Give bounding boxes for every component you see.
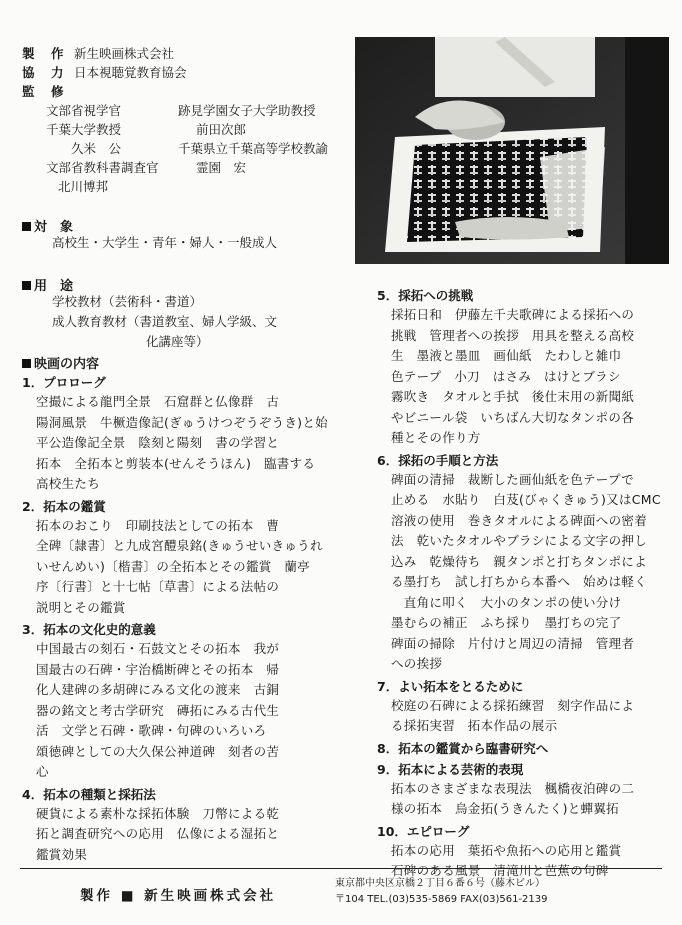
supervisor-title-3: 千葉大学教授 [46, 122, 122, 137]
section-title: 4．拓本の種類と採拓法 [22, 786, 156, 802]
content-heading: 映画の内容 [22, 353, 99, 372]
usage-heading: 用 途 [22, 275, 73, 294]
supervision-row [22, 82, 352, 101]
section-title: 6．採拓の手順と方法 [377, 452, 499, 468]
square-bullet-icon [22, 359, 31, 368]
cooperation-value: 日本視聴覚教育協会 [74, 65, 187, 80]
production-label: 製 作 [22, 46, 66, 61]
supervisor-title-5: 文部省教科書調査官 [46, 160, 159, 175]
square-bullet-icon [22, 281, 31, 290]
content-left-column [22, 371, 347, 865]
supervisor-name-4: 北川博邦 [58, 179, 109, 194]
supervisor-title-2: 跡見学園女子大学助教授 [178, 103, 316, 118]
production-row [22, 44, 352, 63]
section-body: 碑面の清掃 裁断した画仙紙を色テープで 止める 水貼り 白芨(びゃくきゅう)又はCMC 溶液の使用 巻きタオルによる碑面への密着 法 乾いたタオルやブラシによる文字の押し 込み 乾燥待ち 親タンポと打ちタンポによ る墨打ち 試し打ちから本番へ 始めは軽く 直角に叩く 大小のタンポの使い分け 墨むらの補正 ふち採り 墨打ちの完了 碑面の掃除 片付けと周辺の清掃 管理者 への挨拶 [391, 471, 661, 671]
section-body: 拓本のさまざまな表現法 楓橋夜泊碑の二 様の拓本 烏金拓(うきんたく)と蟬翼拓 [391, 780, 635, 816]
section-title: 2．拓本の鑑賞 [22, 498, 106, 514]
square-bullet-icon [22, 222, 31, 231]
supervisor-title-1: 文部省視学官 [46, 103, 122, 118]
supervisor-name-2: 久米 公 [71, 141, 122, 156]
section-body: 拓本の応用 葉拓や魚拓への応用と鑑賞 石碑のある風景 清滝川と芭蕉の句碑 [391, 842, 622, 878]
cooperation-label: 協 力 [22, 65, 66, 80]
audience-heading: 対 象 [22, 216, 73, 235]
section-title: 3．拓本の文化史的意義 [22, 622, 156, 637]
audience-text: 高校生・大学生・青年・婦人・一般成人 [52, 235, 278, 250]
section-title: 5．採拓への挑戦 [377, 288, 474, 303]
footer-address: 東京都中央区京橋２丁目６番６号（藤木ビル） [335, 878, 545, 889]
supervisor-title-4: 千葉県立千葉高等学校教諭 [178, 141, 329, 156]
usage-line-2: 成人教育教材（書道教室、婦人学級、文 [52, 314, 278, 329]
section-title: 1．プロローグ [22, 375, 106, 390]
usage-line-1: 学校教材（芸術科・書道） [52, 294, 203, 309]
cooperation-row [22, 63, 352, 82]
usage-line-3: 化講座等） [146, 334, 209, 349]
section-body: 中国最古の刻石・石鼓文とその拓本 我が 国最古の石碑・宇治橋断碑とその拓本 帰 化人建碑の多胡碑にみる文化の渡来 古銅 器の銘文と考古学研究 磚拓にみる古代生 活 文学と石碑・歌碑・句碑のいろいろ 頌徳碑としての大久保公神道碑 刻者の苦 心 [36, 641, 280, 779]
section-title: 10．エピローグ [377, 823, 470, 839]
footer-contact [335, 876, 548, 908]
section-title: 9．拓本による芸術的表現 [377, 761, 524, 777]
production-value: 新生映画株式会社 [74, 46, 175, 61]
content-right-column [377, 284, 669, 882]
section-body: 硬貨による素朴な採拓体験 刀幣による乾 拓と調査研究への応用 仏像による湿拓と 鑑賞効果 [36, 805, 280, 862]
section-body: 空撮による龍門全景 石窟群と仏像群 古 陽洞風景 牛橛造像記(ぎゅうけつぞうぞうき)と始 平公造像記全景 陰刻と陽刻 書の学習と 拓本 全拓本と剪装本(せんそうほん) 臨書する 高校生たち [36, 394, 328, 491]
photo-rubbing [355, 37, 669, 264]
section-body: 採拓日和 伊藤左千夫歌碑による採拓への 挑戦 管理者への挨拶 用具を整える高校 生 墨液と墨皿 画仙紙 たわしと雑巾 色テープ 小刀 はさみ はけとブラシ 霧吹き タオルと手拭 後仕末用の新聞紙 やビニール袋 いちばん大切なタンポの各 種とその作り方 [391, 307, 635, 445]
footer-phone: 〒104 TEL.(03)535-5869 FAX(03)561-2139 [335, 894, 548, 905]
section-title: 7．よい拓本をとるために [377, 678, 524, 694]
supervision-label: 監 修 [22, 84, 66, 99]
section-title: 8．拓本の鑑賞から臨書研究へ [377, 740, 549, 756]
footer-company: 製作 ■ 新生映画株式会社 [80, 888, 277, 904]
section-body: 校庭の石碑による採拓練習 刻字作品によ る採拓実習 拓本作品の展示 [391, 697, 635, 733]
footer-divider [20, 868, 662, 869]
section-body: 拓本のおこり 印刷技法としての拓本 曹 全碑〔隷書〕と九成宮醴泉銘(きゅうせいきゅうれ いせんめい)〔楷書〕の全拓本とその鑑賞 蘭亭 序〔行書〕と十七帖〔草書〕による法帖の 説明とその鑑賞 [36, 517, 323, 615]
photo-rubbing-icon [355, 37, 669, 264]
supervisor-name-3: 霊園 宏 [196, 160, 247, 175]
credits-block [22, 44, 352, 101]
supervisor-name-1: 前田次郎 [196, 122, 247, 137]
